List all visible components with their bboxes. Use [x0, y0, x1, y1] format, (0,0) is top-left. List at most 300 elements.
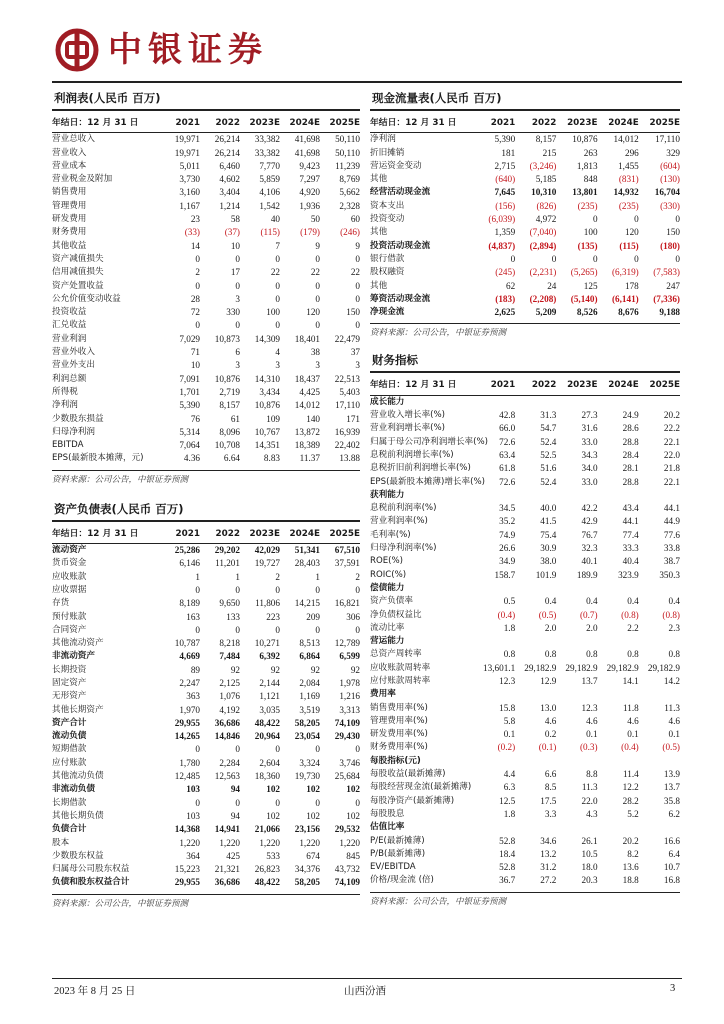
cell-value: 40	[270, 214, 280, 225]
cell-value: 29,182.9	[524, 662, 557, 673]
cell-value: 22.1	[663, 476, 680, 487]
row-label: 其他	[370, 280, 388, 291]
row-label: 预付账款	[52, 611, 87, 622]
cell-value: 6.4	[668, 848, 680, 859]
cell-value: 0.8	[586, 649, 598, 660]
empty-cell	[556, 688, 597, 701]
cell-value: 11.3	[581, 782, 598, 793]
cell-value: 6	[235, 347, 240, 358]
cell-value: 2,328	[339, 200, 360, 211]
row-label: 资产处置收益	[52, 280, 104, 291]
cell-value: 0.4	[627, 596, 639, 607]
cell-value: 16.8	[663, 875, 680, 886]
cell-value: 51,341	[294, 545, 320, 556]
cell-value: 15,223	[174, 864, 200, 875]
empty-cell	[474, 821, 515, 834]
cell-value: 0	[235, 744, 240, 755]
cell-value: 5,185	[535, 174, 557, 185]
row-label: EPS(最新股本摊薄，元)	[52, 453, 144, 464]
cell-value: 5,390	[179, 400, 200, 411]
table-row	[52, 426, 360, 439]
cell-value: 17,110	[335, 400, 360, 411]
table-row	[52, 240, 360, 253]
cell-value: 42.2	[581, 503, 598, 514]
table-header-row	[52, 117, 360, 133]
cell-value: 4,602	[219, 174, 240, 185]
table-row	[52, 213, 360, 226]
cell-value: 3	[235, 360, 240, 371]
cell-value: 2,604	[259, 757, 280, 768]
cell-value: 77.6	[663, 529, 680, 540]
cell-value: 38.7	[663, 556, 680, 567]
section-row	[370, 755, 680, 768]
cell-value: 6,864	[299, 651, 320, 662]
cell-value: 848	[583, 174, 598, 185]
cell-value: 0	[195, 744, 200, 755]
cell-value: 10	[190, 360, 200, 371]
cell-value: 215	[542, 147, 557, 158]
table-row	[370, 409, 680, 422]
cell-value: 42.8	[499, 410, 516, 421]
empty-cell	[474, 688, 515, 701]
cell-value: 0	[195, 624, 200, 635]
table-row	[370, 595, 680, 608]
cell-value: 4	[275, 347, 280, 358]
cell-value: 44.1	[663, 503, 680, 514]
table-row	[370, 280, 680, 293]
cell-value: 1,214	[219, 200, 240, 211]
table-row	[370, 133, 680, 147]
cell-value: (2,894)	[529, 240, 557, 251]
cell-value: 1,076	[219, 691, 240, 702]
cell-value: 0.1	[586, 729, 598, 740]
table-row	[370, 515, 680, 528]
cell-value: 7,029	[179, 333, 200, 344]
row-label: 每股净资产(最新摊薄)	[370, 795, 455, 806]
cell-value: (6,319)	[611, 267, 639, 278]
cell-value: 10.7	[663, 862, 680, 873]
cell-value: 1,455	[618, 160, 639, 171]
table-row	[52, 650, 360, 663]
cell-value: 4,669	[179, 651, 200, 662]
table-row	[52, 677, 360, 690]
row-label: 资本支出	[370, 200, 405, 211]
cell-value: 133	[226, 611, 240, 622]
empty-cell	[515, 489, 556, 502]
row-label: 应付账款	[52, 757, 87, 768]
row-label: 净利润	[52, 400, 78, 411]
row-label: 息税前利润率(%)	[370, 503, 437, 514]
cell-value: 14,310	[254, 373, 280, 384]
cell-value: (7,336)	[653, 293, 680, 304]
cell-value: (2,208)	[529, 293, 557, 304]
table-row	[370, 835, 680, 848]
table-row	[52, 823, 360, 836]
table-row	[370, 702, 680, 715]
cell-value: 0	[355, 584, 360, 595]
cell-value: 92	[230, 664, 240, 675]
section-row	[370, 489, 680, 502]
cell-value: 2.3	[668, 622, 680, 633]
cell-value: 44.1	[622, 516, 639, 527]
cell-value: 43.4	[622, 503, 639, 514]
table-row	[370, 173, 680, 186]
cell-value: 2,247	[179, 677, 200, 688]
cell-value: 28.1	[622, 463, 639, 474]
income-source: 资料来源：公司公告，中银证券预测	[52, 470, 360, 485]
empty-cell	[556, 395, 597, 409]
cell-value: 28.6	[622, 423, 639, 434]
cell-value: 14,265	[174, 731, 200, 742]
cell-value: 2,715	[494, 160, 516, 171]
cell-value: 9,188	[659, 307, 680, 318]
table-row	[370, 449, 680, 462]
empty-cell	[598, 489, 639, 502]
row-label: 筹资活动现金流	[370, 293, 431, 304]
cell-value: 50,110	[335, 147, 360, 158]
cell-value: 2,144	[259, 677, 280, 688]
cell-value: 32.3	[581, 543, 598, 554]
header-year: 2021	[474, 117, 515, 133]
cell-value: 12,563	[214, 771, 240, 782]
row-label: 资产合计	[52, 717, 87, 728]
cell-value: 58	[230, 214, 240, 225]
cell-value: 23,054	[294, 731, 320, 742]
table-row	[370, 253, 680, 266]
cell-value: 0	[355, 797, 360, 808]
cell-value: 8,157	[535, 134, 557, 145]
row-label: 股本	[52, 837, 70, 848]
cell-value: 92	[270, 664, 280, 675]
cell-value: 25,684	[334, 771, 360, 782]
cell-value: 28	[190, 293, 200, 304]
cell-value: 171	[346, 413, 360, 424]
cell-value: 533	[266, 850, 280, 861]
header-year: 2024E	[598, 379, 639, 395]
cell-value: 34,376	[294, 864, 320, 875]
header-year: 2023E	[240, 528, 280, 544]
cell-value: 19,727	[254, 558, 280, 569]
cell-value: 74,109	[334, 717, 360, 728]
header-year: 2022	[200, 117, 240, 133]
row-label: EBITDA	[52, 440, 84, 451]
row-label: 少数股东权益	[52, 850, 104, 861]
cell-value: 3	[315, 360, 320, 371]
cell-value: 31.3	[540, 410, 557, 421]
cell-value: 0.1	[627, 729, 639, 740]
cell-value: 11,239	[335, 160, 360, 171]
empty-cell	[474, 489, 515, 502]
cell-value: 0	[195, 280, 200, 291]
cell-value: 0	[551, 253, 557, 264]
cell-value: (0.4)	[621, 742, 639, 753]
cell-value: 11.3	[664, 702, 680, 713]
row-label: 流动比率	[370, 622, 405, 633]
table-row	[370, 436, 680, 449]
table-row	[370, 781, 680, 794]
cell-value: 209	[306, 611, 320, 622]
row-label: 财务费用率(%)	[370, 742, 428, 753]
cell-value: 52.4	[540, 476, 557, 487]
cell-value: 178	[624, 280, 639, 291]
cell-value: 0	[634, 253, 639, 264]
empty-cell	[474, 635, 515, 648]
cell-value: 10,310	[531, 187, 557, 198]
row-label: 非流动负债	[52, 784, 95, 795]
table-row	[370, 306, 680, 319]
row-label: 销售费用率(%)	[370, 702, 428, 713]
cell-value: 125	[583, 280, 598, 291]
cell-value: 189.9	[576, 569, 598, 580]
empty-cell	[639, 635, 680, 648]
cell-value: 1,542	[259, 200, 280, 211]
cell-value: 101.9	[535, 569, 557, 580]
cell-value: 2.0	[544, 622, 557, 633]
header-year: 2025E	[639, 379, 680, 395]
empty-cell	[598, 635, 639, 648]
cell-value: 11.37	[299, 453, 320, 464]
cell-value: 3	[355, 360, 360, 371]
cell-value: 48,422	[254, 717, 280, 728]
header-year: 2023E	[556, 117, 597, 133]
cell-value: 0	[355, 744, 360, 755]
cell-value: 38.0	[540, 556, 557, 567]
empty-cell	[515, 688, 556, 701]
cell-value: 120	[306, 307, 320, 318]
cell-value: 0	[355, 253, 360, 264]
cell-value: 4.4	[503, 769, 516, 780]
cell-value: 7	[275, 240, 280, 251]
cell-value: 1,216	[339, 691, 360, 702]
cell-value: 6,599	[339, 651, 360, 662]
cell-value: 33,382	[254, 134, 280, 145]
table-row	[370, 542, 680, 555]
cell-value: 14,012	[294, 400, 320, 411]
cell-value: 18,437	[294, 373, 320, 384]
table-row	[370, 240, 680, 253]
table-row	[370, 715, 680, 728]
row-label: 其他长期资产	[52, 704, 104, 715]
cell-value: 11.4	[623, 769, 639, 780]
cell-value: 13.9	[663, 769, 680, 780]
cell-value: 22.2	[663, 423, 680, 434]
cell-value: 4.6	[627, 715, 639, 726]
row-label: EPS(最新股本摊薄)增长率(%)	[370, 476, 485, 487]
cell-value: 7,297	[299, 174, 320, 185]
cell-value: (6,039)	[488, 214, 516, 225]
cell-value: (130)	[660, 174, 680, 185]
cell-value: 8,676	[618, 307, 639, 318]
cell-value: 8.5	[544, 782, 557, 793]
cell-value: 42,029	[254, 545, 280, 556]
cell-value: (0.2)	[497, 742, 516, 753]
cell-value: 223	[266, 611, 280, 622]
table-row	[370, 648, 680, 661]
row-label: 管理费用率(%)	[370, 715, 428, 726]
row-label: 负债合计	[52, 824, 87, 835]
cell-value: 13,872	[294, 426, 320, 437]
cell-value: 22.0	[581, 795, 598, 806]
cell-value: (831)	[618, 174, 639, 185]
cell-value: 0	[275, 624, 280, 635]
header-label: 年结日：12 月 31 日	[52, 528, 160, 544]
cell-value: (0.4)	[497, 609, 516, 620]
cell-value: (7,583)	[653, 267, 680, 278]
cell-value: (180)	[660, 240, 680, 251]
row-label: 固定资产	[52, 677, 87, 688]
cell-value: 2	[195, 267, 200, 278]
cell-value: 103	[186, 810, 200, 821]
cell-value: 3,160	[179, 187, 200, 198]
row-label: 管理费用	[52, 200, 87, 211]
cell-value: 2,284	[219, 757, 240, 768]
row-label: 其他长期负债	[52, 810, 104, 821]
cell-value: 27.2	[540, 875, 557, 886]
cell-value: 13.88	[339, 453, 360, 464]
header-year: 2023E	[556, 379, 597, 395]
empty-cell	[474, 755, 515, 768]
cell-value: 3,313	[339, 704, 360, 715]
empty-cell	[598, 688, 639, 701]
cell-value: 61.8	[499, 463, 516, 474]
cashflow-table	[370, 117, 680, 319]
right-column	[370, 90, 680, 907]
table-row	[52, 133, 360, 147]
cell-value: 0	[355, 320, 360, 331]
cell-value: 1,780	[179, 757, 200, 768]
cell-value: 0	[355, 280, 360, 291]
row-label: 营运资金变动	[370, 160, 422, 171]
cell-value: (179)	[300, 227, 320, 238]
cell-value: 7,091	[179, 373, 200, 384]
cell-value: 10,876	[214, 373, 240, 384]
table-row	[52, 584, 360, 597]
cell-value: 51.6	[540, 463, 557, 474]
table-row	[52, 306, 360, 319]
header-year: 2021	[160, 117, 200, 133]
cell-value: 12.3	[499, 675, 516, 686]
cell-value: 7,645	[494, 187, 516, 198]
empty-cell	[556, 755, 597, 768]
cell-value: 1,169	[299, 691, 320, 702]
cell-value: 0	[592, 253, 598, 264]
cell-value: 14	[190, 240, 200, 251]
cell-value: 36,686	[214, 717, 240, 728]
cell-value: 22	[270, 267, 280, 278]
cell-value: 29,430	[334, 731, 360, 742]
cell-value: 1,220	[299, 837, 320, 848]
cell-value: 10,271	[254, 638, 280, 649]
cell-value: 36.7	[499, 875, 516, 886]
table-row	[52, 850, 360, 863]
cell-value: 100	[266, 307, 280, 318]
cell-value: 26.1	[581, 835, 598, 846]
cell-value: (0.1)	[538, 742, 557, 753]
cell-value: 21,321	[214, 864, 240, 875]
cell-value: (235)	[618, 200, 639, 211]
header-year: 2025E	[320, 117, 360, 133]
cell-value: 14.2	[663, 675, 680, 686]
cell-value: 12.2	[622, 782, 639, 793]
cell-value: 18.8	[622, 875, 639, 886]
row-label: 公允价值变动收益	[52, 293, 121, 304]
table-row	[370, 462, 680, 475]
header-label: 年结日：12 月 31 日	[52, 117, 160, 133]
cell-value: 0.2	[544, 729, 557, 740]
cell-value: (2,231)	[529, 267, 557, 278]
cell-value: 29,532	[334, 824, 360, 835]
cell-value: 33.3	[622, 543, 639, 554]
cell-value: (4,837)	[488, 240, 516, 251]
header-year: 2021	[474, 379, 515, 395]
cell-value: 63.4	[499, 449, 516, 460]
table-row	[370, 422, 680, 435]
row-label: 资产负债率	[370, 596, 413, 607]
cell-value: 74.9	[499, 529, 516, 540]
cell-value: 31.2	[540, 862, 557, 873]
table-row	[52, 359, 360, 372]
row-label: 成长能力	[370, 396, 405, 407]
cell-value: 6.3	[503, 782, 516, 793]
cell-value: (640)	[495, 174, 516, 185]
cashflow-statement	[370, 90, 680, 338]
cell-value: 76	[190, 413, 200, 424]
cell-value: 27.3	[581, 410, 598, 421]
cell-value: 0	[634, 214, 639, 225]
table-row	[52, 253, 360, 266]
row-label: 营业外支出	[52, 360, 95, 371]
ratios-title: 财务指标	[372, 353, 418, 368]
cell-value: 674	[306, 850, 320, 861]
cell-value: 24	[547, 280, 557, 291]
cell-value: 40.4	[622, 556, 639, 567]
table-row	[52, 226, 360, 239]
cell-value: (156)	[495, 200, 516, 211]
cell-value: (3,246)	[529, 160, 557, 171]
cell-value: 12,789	[334, 638, 360, 649]
table-row	[52, 597, 360, 610]
table-header-row	[370, 117, 680, 133]
cell-value: 10,873	[214, 333, 240, 344]
cell-value: 20.2	[622, 835, 639, 846]
cell-value: 4,106	[259, 187, 280, 198]
cell-value: 14,846	[214, 731, 240, 742]
cell-value: 1,970	[179, 704, 200, 715]
row-label: 信用减值损失	[52, 267, 104, 278]
cell-value: 0	[235, 280, 240, 291]
table-row	[370, 555, 680, 568]
cell-value: 0.4	[668, 596, 680, 607]
empty-cell	[639, 582, 680, 595]
cell-value: 21.8	[663, 463, 680, 474]
cell-value: 25,286	[174, 545, 200, 556]
row-label: 其他流动资产	[52, 638, 104, 649]
row-label: 其他	[370, 174, 388, 185]
table-row	[52, 280, 360, 293]
cell-value: 12.5	[499, 795, 516, 806]
cell-value: 1,220	[339, 837, 360, 848]
cell-value: 363	[186, 691, 200, 702]
cell-value: 13.0	[540, 702, 557, 713]
section-row	[370, 395, 680, 409]
cell-value: 18,389	[294, 440, 320, 451]
cell-value: 4,972	[535, 214, 557, 225]
row-label: 归属母公司股东权益	[52, 864, 130, 875]
cell-value: 22,513	[334, 373, 360, 384]
table-row	[370, 213, 680, 226]
table-row	[52, 690, 360, 703]
cell-value: 16,821	[334, 598, 360, 609]
